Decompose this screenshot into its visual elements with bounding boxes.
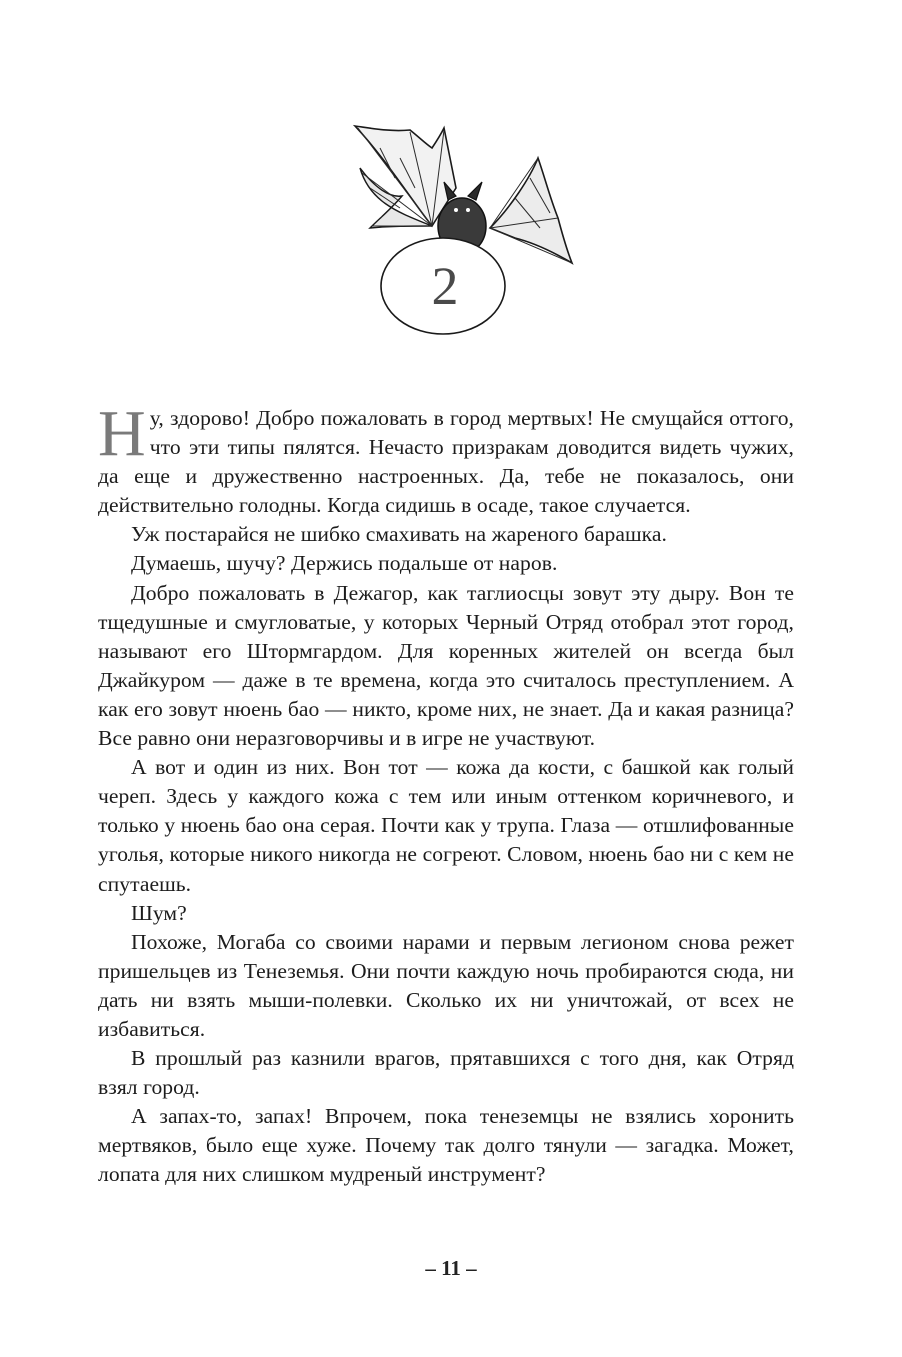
- paragraph: Уж постарайся не шибко смахивать на жареного барашка.: [131, 522, 667, 547]
- paragraph: [98, 397, 794, 520]
- body-text: [98, 397, 794, 1190]
- paragraph: В прошлый раз казнили врагов, прятавшихся с того дня, как Отряд взял город.: [98, 1046, 794, 1100]
- paragraph: А вот и один из них. Вон тот — кожа да кости, с башкой как голый череп. Здесь у каждого кожа с тем или иным оттенком коричневого, и только у нюень бао она серая. Почти как у трупа. Глаза — отшлифованные уголья, которые никого никогда не согреют. Словом, нюень бао ни с кем не спутаешь.: [98, 755, 794, 896]
- paragraph: Шум?: [131, 900, 187, 925]
- chapter-number: 2: [431, 256, 459, 316]
- page-number: – 11 –: [425, 1256, 477, 1280]
- paragraph-text: у, здорово! Добро пожаловать в город мертвых! Не смущайся оттого, что эти типы пялятся. Нечасто призракам доводится видеть чужих, да еще и дружественно настроенных. Да, тебе не показалось, они действительно голодны. Когда сидишь в осаде, такое случается.: [98, 406, 794, 518]
- paragraph: Думаешь, шучу? Держись подальше от наров.: [131, 551, 558, 576]
- drop-cap: Н: [98, 397, 146, 470]
- paragraph: Добро пожаловать в Дежагор, как таглиосцы зовут эту дыру. Вон те тщедушные и смугловатые, у которых Черный Отряд отобрал этот город, называют его Штормгардом. Для коренных жителей он всегда был Джайкуром — даже в те времена, когда это считалось преступлением. А как его зовут нюень бао — никто, кроме них, не знает. Да и какая разница? Все равно они неразговорчивы и в игре не участвуют.: [98, 580, 794, 751]
- paragraph: Похоже, Могаба со своими нарами и первым легионом снова режет пришельцев из Тенеземья. Они почти каждую ночь пробираются сюда, ни дать ни взять мыши-полевки. Сколько их ни уничтожай, от всех не избавиться.: [98, 929, 794, 1041]
- paragraph: А запах-то, запах! Впрочем, пока тенеземцы не взялись хоронить мертвяков, было еще хуже. Почему так долго тянули — загадка. Может, лопата для них слишком мудреный инструмент?: [98, 1104, 794, 1187]
